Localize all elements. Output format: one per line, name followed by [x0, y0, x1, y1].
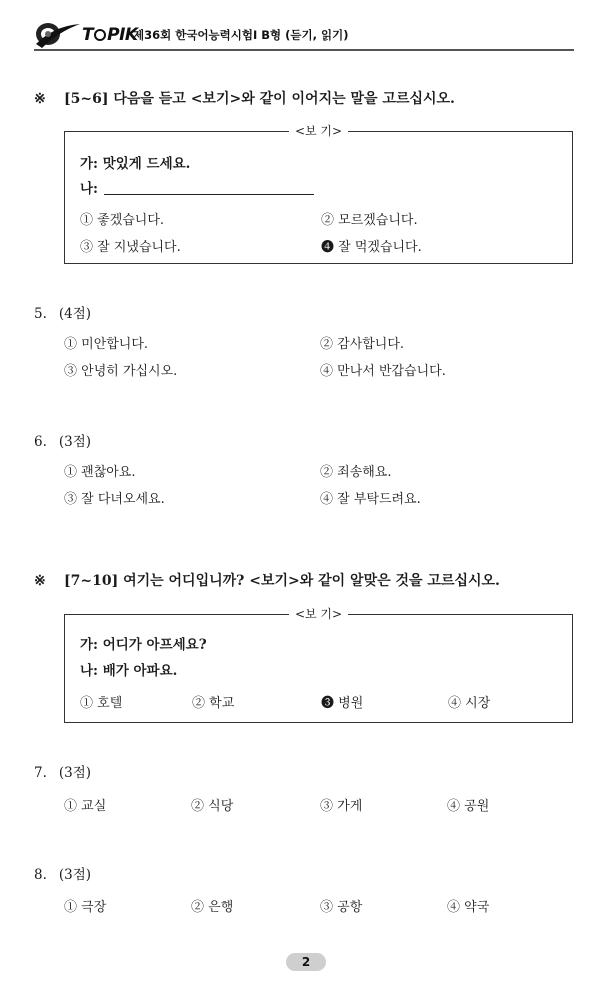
question-5-header: 5. (4점): [34, 306, 92, 322]
q5-option-1[interactable]: ① 미안합니다.: [64, 337, 149, 352]
question-8-header: 8. (3점): [34, 867, 92, 883]
header-divider: [34, 49, 574, 51]
exam-title: 제36회 한국어능력시험Ⅰ B형 (듣기, 읽기): [133, 28, 349, 42]
example-option-2: ② 학교: [192, 696, 235, 711]
example-box-7-10: [64, 607, 573, 723]
example-line-1: 가: 어디가 아프세요?: [80, 637, 207, 653]
q5-option-2[interactable]: ② 감사합니다.: [320, 337, 405, 352]
q5-option-3[interactable]: ③ 안녕히 가십시오.: [64, 364, 178, 379]
q6-option-3[interactable]: ③ 잘 다녀오세요.: [64, 492, 165, 507]
page-number: 2: [286, 953, 326, 971]
q5-option-4[interactable]: ④ 만나서 반갑습니다.: [320, 364, 446, 379]
example-option-1: ① 좋겠습니다.: [80, 213, 165, 228]
q8-option-1[interactable]: ① 극장: [64, 900, 107, 915]
question-6-header: 6. (3점): [34, 434, 92, 450]
example-option-4: ④ 시장: [448, 696, 491, 711]
topik-logo-text: T PIK: [82, 25, 138, 45]
q8-option-4[interactable]: ④ 약국: [447, 900, 490, 915]
q6-option-4[interactable]: ④ 잘 부탁드려요.: [320, 492, 421, 507]
q7-option-4[interactable]: ④ 공원: [447, 799, 490, 814]
q8-option-3[interactable]: ③ 공항: [320, 900, 363, 915]
q6-option-1[interactable]: ① 괜찮아요.: [64, 465, 136, 480]
example-option-3: ③ 잘 지냈습니다.: [80, 240, 181, 255]
q8-option-2[interactable]: ② 은행: [191, 900, 234, 915]
q7-option-2[interactable]: ② 식당: [191, 799, 234, 814]
answer-blank: [104, 182, 314, 195]
example-option-1: ① 호텔: [80, 696, 123, 711]
section-instruction-5-6: ※ [5~6] 다음을 듣고 <보기>와 같이 이어지는 말을 고르십시오.: [34, 91, 455, 107]
section-instruction-7-10: ※ [7~10] 여기는 어디입니까? <보기>와 같이 알맞은 것을 고르십시오.: [34, 573, 500, 589]
example-option-2: ② 모르겠습니다.: [321, 213, 418, 228]
q6-option-2[interactable]: ② 죄송해요.: [320, 465, 392, 480]
question-7-header: 7. (3점): [34, 765, 92, 781]
example-line-2: 나: 배가 아파요.: [80, 663, 178, 679]
example-box-5-6: [64, 124, 573, 264]
q7-option-1[interactable]: ① 교실: [64, 799, 107, 814]
example-line-2: 나:: [80, 177, 314, 197]
example-legend: <보 기>: [289, 124, 348, 138]
example-legend: <보 기>: [289, 607, 348, 621]
example-option-4-answer: ❹ 잘 먹겠습니다.: [321, 240, 422, 255]
example-option-3-answer: ❸ 병원: [321, 696, 364, 711]
page-header: [34, 16, 574, 50]
topik-logo-icon: [34, 16, 82, 50]
example-line-1: 가: 맛있게 드세요.: [80, 156, 191, 172]
q7-option-3[interactable]: ③ 가게: [320, 799, 363, 814]
